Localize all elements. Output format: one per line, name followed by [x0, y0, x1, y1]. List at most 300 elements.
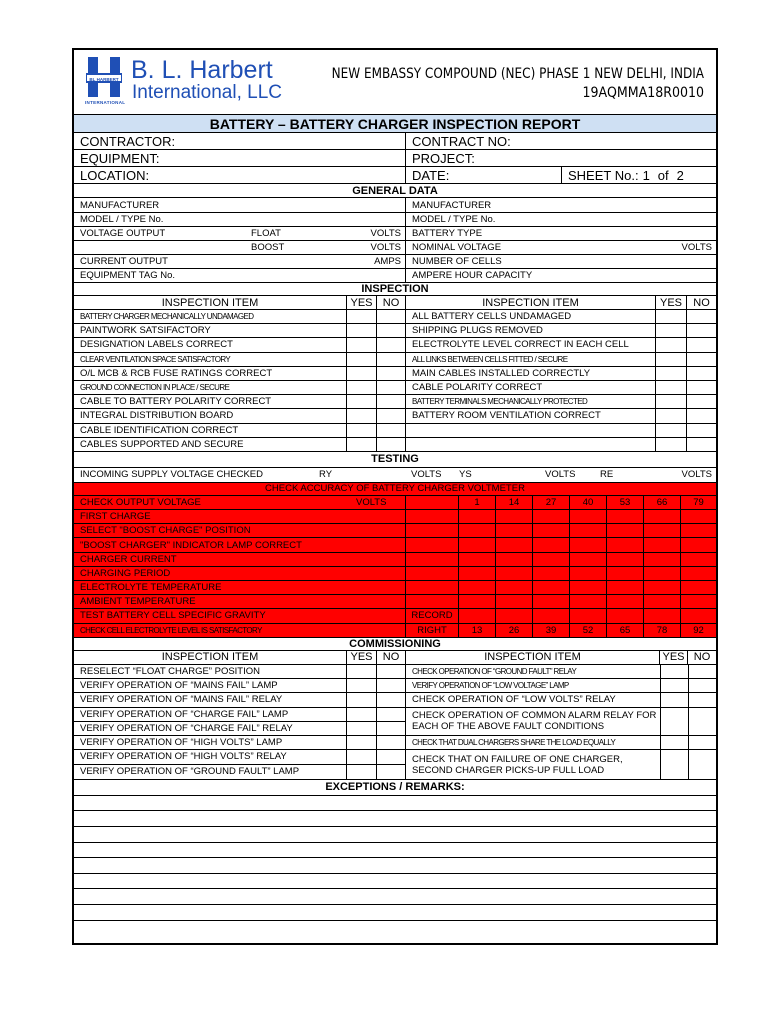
remarks-area: [74, 796, 716, 936]
inspection-row: [74, 367, 716, 381]
no-checkbox[interactable]: [686, 409, 716, 422]
testing-unit: [356, 595, 405, 608]
voltage-output-label: VOLTAGE OUTPUT: [80, 228, 166, 239]
report-title: BATTERY – BATTERY CHARGER INSPECTION REPORT: [209, 115, 581, 132]
testing-value-cell[interactable]: [532, 538, 569, 551]
inspection-item-left: CLEAR VENTILATION SPACE SATISFACTORY: [80, 354, 231, 364]
testing-value-cell[interactable]: [680, 581, 716, 594]
no-checkbox[interactable]: [686, 367, 716, 380]
yes-checkbox[interactable]: [346, 353, 376, 366]
no-checkbox[interactable]: [688, 665, 716, 678]
commissioning-right: [405, 665, 716, 779]
amps-unit: AMPS: [374, 256, 401, 267]
commissioning-header-row: [74, 651, 716, 665]
testing-value-cell[interactable]: [569, 567, 606, 580]
inspection-item-left: CABLE TO BATTERY POLARITY CORRECT: [80, 396, 272, 408]
yes-checkbox[interactable]: [346, 765, 376, 779]
no-checkbox[interactable]: [376, 353, 405, 366]
testing-row: [74, 567, 716, 581]
remarks-line[interactable]: [74, 889, 716, 905]
item-column-header: INSPECTION ITEM: [405, 296, 655, 309]
testing-value-cell[interactable]: [532, 595, 569, 608]
testing-unit: [356, 567, 405, 580]
inspection-header-row: [74, 296, 716, 310]
testing-value-cell[interactable]: [458, 581, 495, 594]
no-column-header: NO: [376, 296, 405, 309]
testing-value-cell[interactable]: 65: [606, 624, 643, 637]
cells-label: NUMBER OF CELLS: [405, 255, 716, 268]
inspection-item-right: SHIPPING PLUGS REMOVED: [405, 324, 655, 337]
testing-label: AMBIENT TEMPERATURE: [80, 596, 196, 608]
battery-model-label: MODEL / TYPE No.: [405, 213, 716, 226]
testing-label: SELECT "BOOST CHARGE" POSITION: [80, 525, 251, 537]
charger-model-label: MODEL / TYPE No.: [80, 214, 164, 225]
no-checkbox[interactable]: [686, 310, 716, 323]
remarks-line[interactable]: [74, 858, 716, 874]
re-volts-unit: VOLTS: [681, 469, 712, 481]
testing-value-cell[interactable]: [606, 581, 643, 594]
testing-value-cell[interactable]: [495, 538, 532, 551]
testing-value-cell[interactable]: [532, 567, 569, 580]
testing-value-cell[interactable]: 26: [495, 624, 532, 637]
commissioning-row: [74, 679, 405, 693]
current-output-label: CURRENT OUTPUT: [80, 256, 168, 267]
testing-row: [74, 553, 716, 567]
inspection-item-left: PAINTWORK SATSIFACTORY: [80, 325, 211, 337]
no-checkbox[interactable]: [376, 424, 405, 437]
commissioning-item-left: VERIFY OPERATION OF “HIGH VOLTS” LAMP: [80, 737, 283, 749]
testing-value-cell[interactable]: 1: [458, 496, 495, 509]
inspection-row: [74, 438, 716, 452]
testing-label: CHARGER CURRENT: [80, 553, 177, 565]
testing-label: ELECTROLYTE TEMPERATURE: [80, 582, 222, 594]
testing-value-cell[interactable]: [458, 510, 495, 523]
testing-unit: [356, 510, 405, 523]
yes-checkbox[interactable]: [346, 409, 376, 422]
testing-value-cell[interactable]: [458, 609, 495, 622]
yes-checkbox[interactable]: [346, 310, 376, 323]
testing-value-cell[interactable]: [606, 510, 643, 523]
testing-record-cell[interactable]: [405, 496, 458, 509]
yes-column-header: YES: [346, 651, 376, 664]
inspection-item-left: CABLES SUPPORTED AND SECURE: [80, 438, 244, 450]
commissioning-row: [74, 665, 405, 679]
testing-value-cell[interactable]: [680, 524, 716, 537]
testing-value-cell[interactable]: [569, 581, 606, 594]
testing-value-cell[interactable]: 27: [532, 496, 569, 509]
yes-checkbox[interactable]: [655, 395, 686, 408]
inspection-heading: [74, 283, 716, 296]
testing-value-cell[interactable]: 52: [569, 624, 606, 637]
inspection-item-right: CABLE POLARITY CORRECT: [405, 381, 655, 394]
section-title: GENERAL DATA: [352, 184, 438, 197]
testing-value-cell[interactable]: 53: [606, 496, 643, 509]
testing-record-cell[interactable]: [405, 510, 458, 523]
equipment-tag-label: EQUIPMENT TAG No.: [80, 270, 176, 281]
supply-voltage-row: [74, 468, 716, 483]
inspection-item-right: ALL BATTERY CELLS UNDAMAGED: [405, 310, 655, 323]
charger-manufacturer-label: MANUFACTURER: [80, 199, 160, 211]
testing-label: CHECK CELL ELECTROLYTE LEVEL IS SATISFACTORY: [80, 625, 262, 635]
yes-checkbox[interactable]: [655, 338, 686, 351]
yes-checkbox[interactable]: [346, 438, 376, 451]
remarks-line[interactable]: [74, 796, 716, 812]
testing-value-cell[interactable]: [458, 524, 495, 537]
testing-row: [74, 524, 716, 538]
testing-label: FIRST CHARGE: [80, 511, 151, 523]
no-checkbox[interactable]: [686, 424, 716, 437]
commissioning-left: [74, 665, 405, 779]
testing-row: [74, 609, 716, 623]
general-row: [74, 269, 716, 283]
testing-value-cell[interactable]: [532, 553, 569, 566]
testing-label: "BOOST CHARGER" INDICATOR LAMP CORRECT: [80, 539, 302, 551]
testing-value-cell[interactable]: [569, 538, 606, 551]
remarks-line[interactable]: [74, 874, 716, 890]
yes-checkbox[interactable]: [655, 438, 686, 451]
location-field[interactable]: LOCATION:: [80, 167, 150, 183]
no-checkbox[interactable]: [376, 409, 405, 422]
yes-checkbox[interactable]: [346, 424, 376, 437]
report-title-bar: [74, 115, 716, 133]
testing-value-cell[interactable]: 66: [643, 496, 680, 509]
remarks-line[interactable]: [74, 827, 716, 843]
testing-unit: VOLTS: [356, 496, 387, 508]
testing-value-cell[interactable]: [495, 553, 532, 566]
testing-label: TEST BATTERY CELL SPECIFIC GRAVITY: [80, 610, 266, 622]
commissioning-heading: [74, 638, 716, 651]
yes-checkbox[interactable]: [660, 750, 688, 779]
no-checkbox[interactable]: [376, 722, 405, 735]
yes-checkbox[interactable]: [346, 324, 376, 337]
general-data-heading: [74, 184, 716, 198]
yes-checkbox[interactable]: [346, 679, 376, 692]
inspection-row: [74, 310, 716, 324]
inspection-row: [74, 324, 716, 338]
yes-checkbox[interactable]: [346, 750, 376, 763]
yes-checkbox[interactable]: [346, 395, 376, 408]
item-column-header: INSPECTION ITEM: [161, 651, 259, 664]
company-name-line2: International, LLC: [132, 82, 282, 103]
testing-row: [74, 595, 716, 609]
testing-value-cell[interactable]: [643, 538, 680, 551]
testing-record-cell[interactable]: RECORD: [405, 609, 458, 622]
inspection-item-left: BATTERY CHARGER MECHANICALLY UNDAMAGED: [80, 312, 254, 322]
testing-value-cell[interactable]: [680, 510, 716, 523]
yes-checkbox[interactable]: [346, 338, 376, 351]
testing-value-cell[interactable]: 39: [532, 624, 569, 637]
testing-value-cell[interactable]: 79: [680, 496, 716, 509]
testing-value-cell[interactable]: [606, 553, 643, 566]
testing-value-cell[interactable]: 92: [680, 624, 716, 637]
no-checkbox[interactable]: [376, 665, 405, 678]
testing-value-cell[interactable]: [495, 595, 532, 608]
sheet-field[interactable]: [561, 167, 716, 183]
inspection-item-right: ELECTROLYTE LEVEL CORRECT IN EACH CELL: [405, 338, 655, 351]
sheet-of: of: [657, 167, 669, 183]
inspection-item-right: MAIN CABLES INSTALLED CORRECTLY: [405, 367, 655, 380]
testing-value-cell[interactable]: [569, 609, 606, 622]
supply-voltage-label: INCOMING SUPPLY VOLTAGE CHECKED: [80, 469, 264, 481]
testing-value-cell[interactable]: [643, 510, 680, 523]
testing-unit: [356, 553, 405, 566]
commissioning-body: [74, 665, 716, 780]
testing-record-cell[interactable]: [405, 581, 458, 594]
inspection-item-left: INTEGRAL DISTRIBUTION BOARD: [80, 410, 234, 422]
no-checkbox[interactable]: [686, 381, 716, 394]
general-row: [74, 227, 716, 241]
testing-row: [74, 581, 716, 595]
testing-value-cell[interactable]: [532, 581, 569, 594]
no-checkbox[interactable]: [376, 367, 405, 380]
no-checkbox[interactable]: [376, 310, 405, 323]
section-title: COMMISSIONING: [349, 637, 441, 650]
testing-value-cell[interactable]: [643, 595, 680, 608]
logo-text: BL HARBERT: [89, 77, 119, 82]
yes-column-header: YES: [655, 296, 686, 309]
testing-value-cell[interactable]: [495, 609, 532, 622]
commissioning-item-left: VERIFY OPERATION OF “GROUND FAULT” LAMP: [80, 766, 300, 778]
yes-checkbox[interactable]: [655, 381, 686, 394]
project-field[interactable]: PROJECT:: [405, 150, 716, 166]
inspection-report-form: [72, 48, 718, 945]
testing-record-cell[interactable]: [405, 567, 458, 580]
commissioning-item-left: VERIFY OPERATION OF “CHARGE FAIL” RELAY: [80, 722, 293, 734]
commissioning-row: [74, 736, 405, 750]
no-checkbox[interactable]: [376, 679, 405, 692]
testing-value-cell[interactable]: [495, 581, 532, 594]
commissioning-row: [406, 665, 716, 679]
testing-value-cell[interactable]: [532, 510, 569, 523]
testing-value-cell[interactable]: [643, 567, 680, 580]
testing-value-cell[interactable]: [606, 538, 643, 551]
testing-value-cell[interactable]: [606, 609, 643, 622]
contract-no-field[interactable]: CONTRACT NO:: [405, 133, 716, 149]
no-checkbox[interactable]: [686, 395, 716, 408]
equipment-field[interactable]: EQUIPMENT:: [80, 150, 160, 166]
contractor-field[interactable]: CONTRACTOR:: [80, 133, 176, 149]
testing-record-cell[interactable]: [405, 538, 458, 551]
testing-value-cell[interactable]: [458, 538, 495, 551]
no-checkbox[interactable]: [688, 750, 716, 779]
yes-checkbox[interactable]: [660, 665, 688, 678]
testing-grid: [74, 496, 716, 638]
yes-checkbox[interactable]: [660, 693, 688, 706]
report-header: [74, 50, 716, 115]
testing-value-cell[interactable]: [495, 567, 532, 580]
testing-row: [74, 496, 716, 510]
testing-value-cell[interactable]: [569, 510, 606, 523]
testing-value-cell[interactable]: [458, 595, 495, 608]
no-column-header: NO: [376, 651, 405, 664]
testing-heading: [74, 452, 716, 468]
commissioning-item-right: VERIFY OPERATION OF “LOW VOLTAGE” LAMP: [412, 681, 569, 691]
yes-column-header: YES: [346, 296, 376, 309]
testing-value-cell[interactable]: [680, 595, 716, 608]
no-checkbox[interactable]: [376, 381, 405, 394]
general-row: [74, 241, 716, 255]
testing-unit: [356, 538, 405, 551]
item-column-header: INSPECTION ITEM: [161, 296, 259, 309]
battery-manufacturer-label: MANUFACTURER: [405, 198, 716, 212]
yes-checkbox[interactable]: [346, 708, 376, 721]
project-line: NEW EMBASSY COMPOUND (NEC) PHASE 1 NEW DELHI, INDIA: [331, 66, 704, 82]
no-checkbox[interactable]: [376, 708, 405, 721]
inspection-item-left: O/L MCB & RCB FUSE RATINGS CORRECT: [80, 367, 273, 379]
re-label: RE: [600, 469, 614, 481]
no-checkbox[interactable]: [376, 750, 405, 763]
yes-checkbox[interactable]: [655, 324, 686, 337]
no-checkbox[interactable]: [376, 324, 405, 337]
no-checkbox[interactable]: [376, 395, 405, 408]
testing-unit: [356, 524, 405, 537]
inspection-item-right: BATTERY ROOM VENTILATION CORRECT: [405, 409, 655, 422]
info-row-contractor: [74, 133, 716, 150]
inspection-row: [74, 395, 716, 409]
no-checkbox[interactable]: [376, 765, 405, 779]
general-row: [74, 255, 716, 269]
sheet-number: 1: [642, 167, 650, 183]
testing-label: CHARGING PERIOD: [80, 567, 171, 579]
commissioning-item-left: VERIFY OPERATION OF “CHARGE FAIL” LAMP: [80, 708, 289, 720]
no-column-header: NO: [687, 651, 716, 664]
company-logo: [85, 55, 126, 107]
testing-value-cell[interactable]: 14: [495, 496, 532, 509]
no-checkbox[interactable]: [376, 338, 405, 351]
yes-checkbox[interactable]: [346, 722, 376, 735]
testing-value-cell[interactable]: [532, 524, 569, 537]
inspection-item-left: CABLE IDENTIFICATION CORRECT: [80, 424, 239, 436]
testing-record-cell[interactable]: [405, 595, 458, 608]
no-checkbox[interactable]: [688, 693, 716, 706]
testing-value-cell[interactable]: [606, 595, 643, 608]
no-checkbox[interactable]: [686, 438, 716, 451]
remarks-line[interactable]: [74, 843, 716, 859]
testing-value-cell[interactable]: [569, 524, 606, 537]
voltmeter-accuracy-heading: [74, 483, 716, 496]
voltmeter-accuracy-label: CHECK ACCURACY OF BATTERY CHARGER VOLTMETER: [265, 483, 525, 495]
yes-checkbox[interactable]: [655, 424, 686, 437]
testing-value-cell[interactable]: [532, 609, 569, 622]
testing-value-cell[interactable]: [458, 553, 495, 566]
testing-value-cell[interactable]: [643, 524, 680, 537]
commissioning-item-right: CHECK OPERATION OF “LOW VOLTS” RELAY: [412, 694, 616, 706]
commissioning-row: [74, 693, 405, 707]
testing-row: [74, 510, 716, 524]
no-checkbox[interactable]: [686, 353, 716, 366]
yes-checkbox[interactable]: [655, 310, 686, 323]
testing-value-cell[interactable]: [569, 595, 606, 608]
testing-value-cell[interactable]: [680, 567, 716, 580]
general-row: [74, 198, 716, 213]
commissioning-item-right: CHECK THAT DUAL CHARGERS SHARE THE LOAD EQUALLY: [412, 738, 616, 748]
date-field[interactable]: DATE:: [405, 167, 561, 183]
testing-record-cell[interactable]: [405, 524, 458, 537]
yes-checkbox[interactable]: [655, 353, 686, 366]
remarks-line[interactable]: [74, 811, 716, 827]
logo-subtext: INTERNATIONAL: [85, 100, 126, 105]
no-checkbox[interactable]: [686, 338, 716, 351]
commissioning-row: [74, 750, 405, 764]
testing-record-cell[interactable]: [405, 553, 458, 566]
yes-checkbox[interactable]: [346, 736, 376, 749]
commissioning-row: [74, 765, 405, 779]
section-title: EXCEPTIONS / REMARKS:: [325, 781, 465, 794]
testing-value-cell[interactable]: [606, 567, 643, 580]
remarks-line[interactable]: [74, 905, 716, 921]
no-checkbox[interactable]: [688, 736, 716, 749]
testing-row: [74, 624, 716, 638]
inspection-item-left: GROUND CONNECTION IN PLACE / SECURE: [80, 383, 230, 393]
no-checkbox[interactable]: [686, 324, 716, 337]
nominal-volts-unit: VOLTS: [681, 242, 712, 253]
inspection-row: [74, 338, 716, 352]
testing-value-cell[interactable]: [680, 553, 716, 566]
no-checkbox[interactable]: [688, 708, 716, 736]
remarks-line[interactable]: [74, 921, 716, 937]
testing-value-cell[interactable]: [495, 510, 532, 523]
yes-checkbox[interactable]: [660, 736, 688, 749]
testing-value-cell[interactable]: [643, 581, 680, 594]
no-checkbox[interactable]: [376, 693, 405, 706]
general-row: [74, 213, 716, 227]
testing-value-cell[interactable]: [643, 553, 680, 566]
section-title: TESTING: [371, 453, 419, 466]
section-title: INSPECTION: [361, 283, 429, 295]
testing-label: CHECK OUTPUT VOLTAGE: [80, 496, 201, 508]
testing-value-cell[interactable]: 40: [569, 496, 606, 509]
inspection-rows: [74, 310, 716, 452]
testing-value-cell[interactable]: [643, 609, 680, 622]
yes-checkbox[interactable]: [346, 665, 376, 678]
commissioning-row: [406, 679, 716, 693]
testing-value-cell[interactable]: [569, 553, 606, 566]
inspection-row: [74, 409, 716, 423]
ry-label: RY: [319, 469, 333, 481]
testing-unit: [356, 609, 405, 622]
yes-checkbox[interactable]: [660, 679, 688, 692]
remarks-heading: [74, 780, 716, 796]
testing-unit: [356, 581, 405, 594]
info-row-location: [74, 167, 716, 184]
no-checkbox[interactable]: [376, 736, 405, 749]
inspection-item-right: ALL LINKS BETWEEN CELLS FITTED / SECURE: [405, 353, 655, 366]
yes-checkbox[interactable]: [660, 708, 688, 736]
testing-value-cell[interactable]: 78: [643, 624, 680, 637]
inspection-item-right: [405, 424, 655, 437]
no-checkbox[interactable]: [376, 438, 405, 451]
yes-checkbox[interactable]: [346, 381, 376, 394]
testing-value-cell[interactable]: [606, 524, 643, 537]
testing-value-cell[interactable]: [680, 609, 716, 622]
yes-checkbox[interactable]: [655, 409, 686, 422]
nominal-voltage-label: NOMINAL VOLTAGE: [405, 241, 655, 254]
no-checkbox[interactable]: [688, 679, 716, 692]
yes-checkbox[interactable]: [346, 367, 376, 380]
testing-value-cell[interactable]: [680, 538, 716, 551]
testing-value-cell[interactable]: [495, 524, 532, 537]
testing-value-cell[interactable]: 13: [458, 624, 495, 637]
testing-value-cell[interactable]: [458, 567, 495, 580]
company-name: B. L. Harbert: [131, 56, 273, 84]
yes-checkbox[interactable]: [655, 367, 686, 380]
inspection-item-left: DESIGNATION LABELS CORRECT: [80, 339, 233, 351]
yes-checkbox[interactable]: [346, 693, 376, 706]
commissioning-row: [406, 693, 716, 707]
sheet-label: SHEET No.:: [568, 167, 639, 183]
boost-label: BOOST: [251, 242, 285, 253]
testing-record-cell[interactable]: RIGHT: [405, 624, 458, 637]
